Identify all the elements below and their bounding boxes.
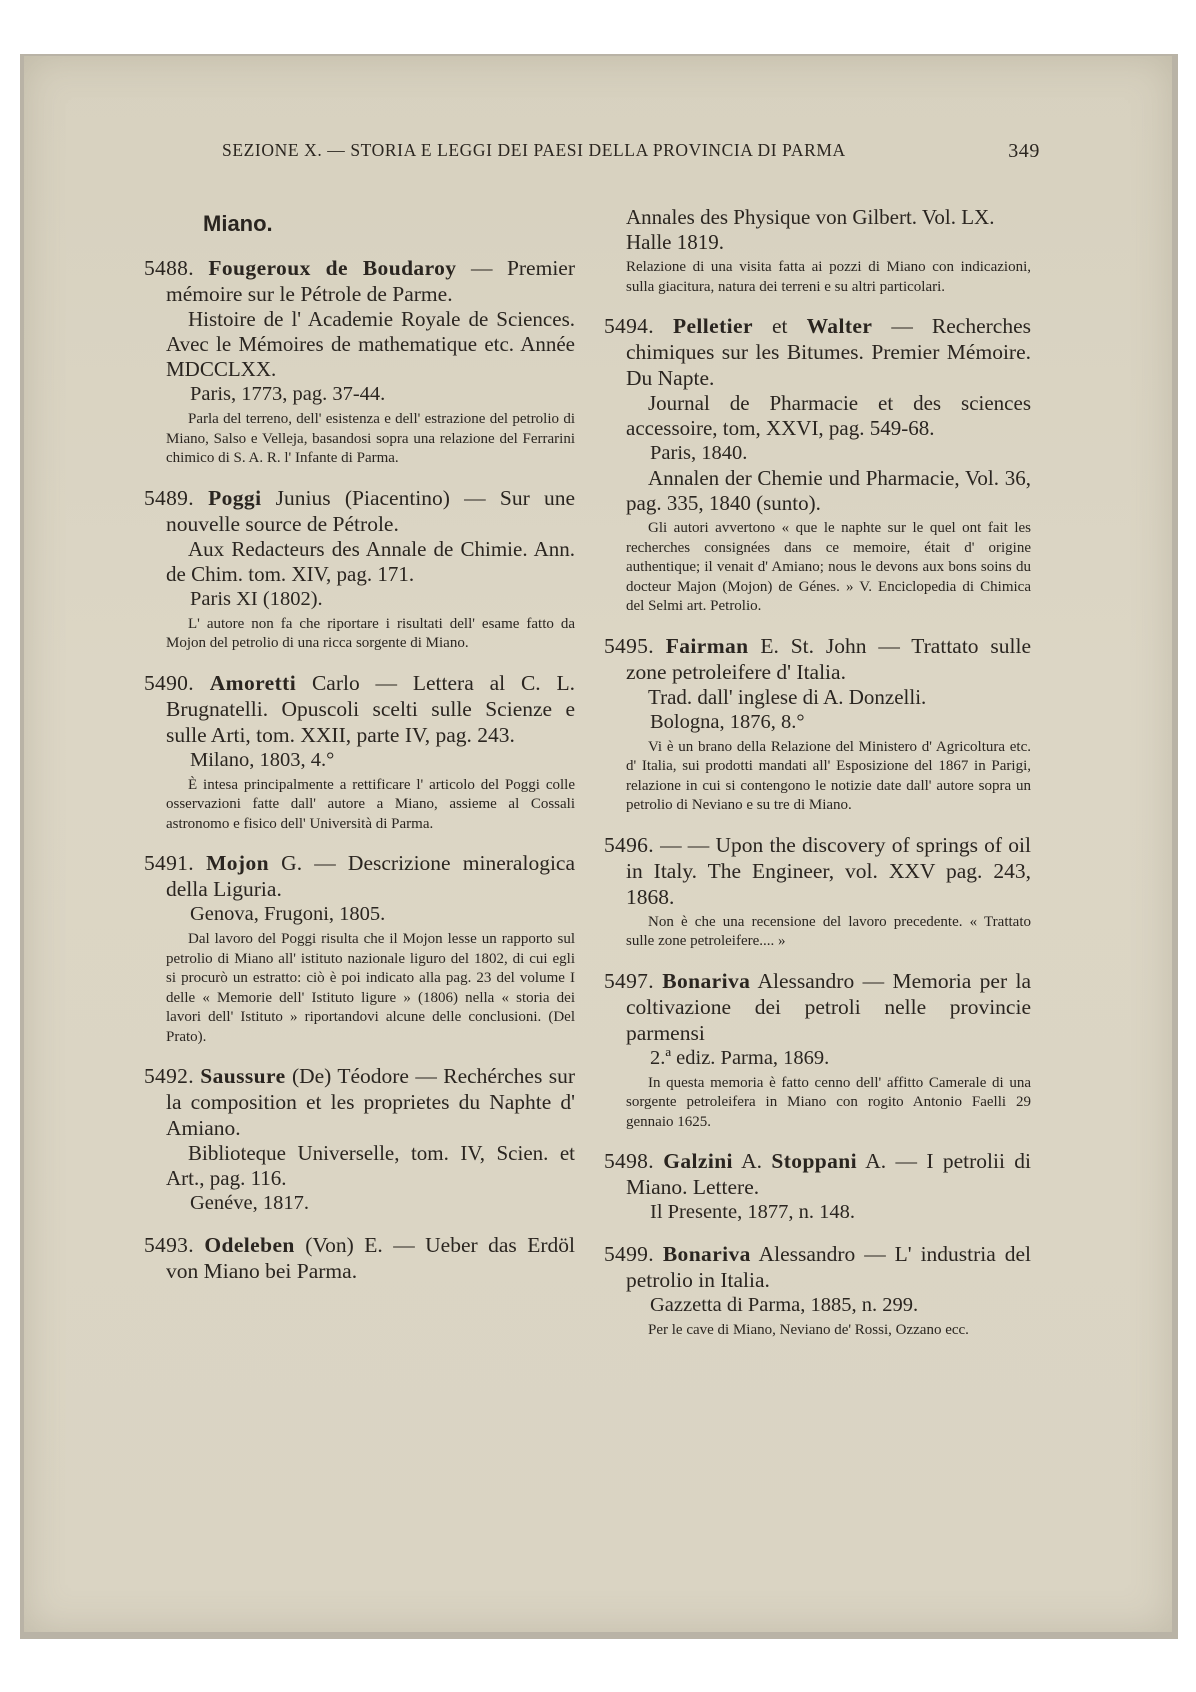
entry-publication: Trad. dall' inglese di A. Donzelli.	[648, 684, 927, 709]
entry-number: 5496.	[604, 832, 654, 857]
page-header	[168, 140, 1048, 170]
entry-5490	[133, 670, 575, 835]
entry-place: Milano, 1803, 4.°	[190, 748, 335, 771]
entry-publication: Annales des Physique von Gilbert. Vol. LX. Halle 1819.	[626, 205, 995, 254]
entry-note: L' autore non fa che riportare i risultati dell' esame fatto da Mojon del petrolio di una ricca sorgente di Miano.	[166, 615, 575, 651]
entry-heading	[593, 968, 1031, 1046]
entry-number: 5497.	[604, 968, 654, 993]
entry-5493	[133, 1232, 575, 1284]
entry-5495	[593, 633, 1031, 816]
entry-title: Carlo — Lettera al C. L. Brugnatelli. Opuscoli scelti sulle Scienze e sulle Arti, tom. XXII, parte IV, pag. 243.	[166, 670, 576, 747]
entry-place: Il Presente, 1877, n. 148.	[650, 1201, 855, 1223]
section-title: Miano.	[203, 211, 273, 236]
entry-publication-2: Annalen der Chemie und Pharmacie, Vol. 36, pag. 335, 1840 (sunto).	[626, 466, 1031, 515]
right-column	[593, 205, 1031, 1351]
entry-author: Fougeroux de Boudaroy	[208, 256, 457, 280]
entry-author: Galzini	[663, 1149, 733, 1173]
page-number: 349	[1008, 140, 1040, 162]
entry-publication: Journal de Pharmacie et des sciences accessoire, tom, XXVI, pag. 549-68.	[626, 391, 1031, 440]
entry-heading	[593, 633, 1031, 685]
entry-author: Bonariva	[662, 1242, 751, 1266]
entry-heading	[593, 832, 1031, 910]
entry-author: Pelletier	[672, 314, 753, 338]
entry-number: 5491.	[144, 851, 194, 875]
entry-heading	[593, 1241, 1031, 1293]
entry-note: Gli autori avvertono « que le naphte sur le quel ont fait les recherches consignées dans ce memoire, était d' origine authentique; il venait d' Amiano; nous le devons aux bons soins du docteur Majon (Mojon) de Génes. » V. Enciclopedia di Chimica del Selmi art. Petrolio.	[626, 520, 1031, 614]
entry-heading	[593, 1148, 1031, 1200]
entry-number: 5489.	[144, 485, 194, 510]
entry-5496	[593, 832, 1031, 952]
entry-note: Parla del terreno, dell' esistenza e dell' estrazione del petrolio di Miano, Salso e Velleja, basandosi sopra una relazione del Ferrarini chimico di S. A. R. l' Infante di Parma.	[166, 411, 575, 466]
entry-author: Odeleben	[204, 1233, 295, 1257]
entry-heading	[593, 313, 1031, 391]
entry-title: Junius (Piacentino) — Sur une nouvelle source de Pétrole.	[166, 485, 575, 536]
entry-5489	[133, 485, 575, 654]
entry-number: 5499.	[604, 1242, 654, 1266]
entry-author: Saussure	[200, 1064, 286, 1088]
entry-5492	[133, 1063, 575, 1216]
entry-publication: Histoire de l' Academie Royale de Sciences. Avec le Mémoires de mathematique etc. Année MDCCLXX.	[166, 307, 575, 381]
entry-author: Amoretti	[209, 670, 297, 695]
entry-heading	[133, 670, 575, 748]
entry-title: G. — Descrizione mineralogica della Liguria.	[166, 851, 576, 901]
entry-place: Paris XI (1802).	[190, 587, 323, 610]
entry-note: Vi è un brano della Relazione del Ministero d' Agricoltura etc. d' Italia, sui prodotti mandati all' Esposizione del 1867 in Parigi, relazione in cui si contengono le notizie date dall' autore sopra un petrolio di Neviano e su tre di Miano.	[626, 738, 1031, 813]
entry-heading	[133, 1063, 575, 1141]
entry-number: 5492.	[144, 1064, 194, 1088]
entry-note: Dal lavoro del Poggi risulta che il Mojon lesse un rapporto sul petrolio di Miano all' istituto nazionale liguro del 1802, di cui egli si procurò un estratto: ciò è poi indicato alla pag. 23 del volume I delle « Memorie dell' Istituto ligure » (1806) nella « storia dei lavori dell' Istituto » riportandovi alcune delle conclusioni. (Del Prato).	[166, 931, 575, 1045]
running-title: SEZIONE X. — STORIA E LEGGI DEI PAESI DELLA PROVINCIA DI PARMA	[222, 140, 846, 160]
entry-author: Mojon	[206, 851, 269, 875]
entry-note: Per le cave di Miano, Neviano de' Rossi, Ozzano ecc.	[648, 1322, 969, 1338]
entry-author: Fairman	[665, 633, 749, 658]
entry-number: 5493.	[144, 1233, 194, 1257]
entry-title: E. St. John — Trattato sulle zone petroleifere d' Italia.	[626, 633, 1031, 684]
entry-place: 2.ª ediz. Parma, 1869.	[650, 1046, 830, 1069]
entry-heading	[133, 485, 575, 537]
entry-heading	[133, 850, 575, 902]
entry-place: Paris, 1840.	[650, 442, 748, 464]
entry-coauthor: Walter	[806, 314, 873, 338]
entry-5499	[593, 1241, 1031, 1341]
left-column	[133, 205, 575, 1294]
entry-title: — — Upon the discovery of springs of oil in Italy. The Engineer, vol. XXV pag. 243, 1868.	[626, 832, 1031, 909]
entry-title-connector: et	[752, 314, 807, 338]
entry-place: Genéve, 1817.	[190, 1192, 309, 1214]
entry-place: Gazzetta di Parma, 1885, n. 299.	[650, 1294, 919, 1316]
entry-number: 5494.	[604, 314, 654, 338]
entry-5488	[133, 255, 575, 469]
entry-number: 5488.	[144, 256, 194, 280]
entry-title: Alessandro — L' industria del petrolio in Italia.	[626, 1242, 1032, 1292]
entry-5491	[133, 850, 575, 1047]
entry-title-connector: A.	[732, 1149, 772, 1173]
entry-5494	[593, 313, 1031, 617]
entry-title: (Von) E. — Ueber das Erdöl von Miano bei Parma.	[166, 1233, 576, 1283]
entry-5498	[593, 1148, 1031, 1225]
entry-publication: Biblioteque Universelle, tom. IV, Scien. et Art., pag. 116.	[166, 1141, 575, 1190]
entry-note: Relazione di una visita fatta ai pozzi di Miano con indicazioni, sulla giacitura, natura dei terreni e su altri particolari.	[626, 259, 1031, 295]
entry-title: A. — I petrolii di Miano. Lettere.	[626, 1149, 1032, 1199]
entry-heading	[133, 1232, 575, 1284]
entry-title: — Recherches chimiques sur les Bitumes. Premier Mémoire. Du Napte.	[626, 314, 1031, 390]
entry-number: 5490.	[144, 670, 194, 695]
entry-place: Genova, Frugoni, 1805.	[190, 903, 386, 925]
entry-5493-continuation	[593, 205, 1031, 297]
entry-number: 5498.	[604, 1149, 654, 1173]
entry-number: 5495.	[604, 633, 654, 658]
entry-5497	[593, 968, 1031, 1133]
entry-coauthor: Stoppani	[771, 1149, 858, 1173]
entry-title: (De) Téodore — Rechérches sur la composition et les proprietes du Naphte d' Amiano.	[166, 1064, 575, 1140]
entry-author: Poggi	[208, 485, 262, 510]
entry-place: Paris, 1773, pag. 37-44.	[190, 383, 386, 405]
entry-note: In questa memoria è fatto cenno dell' affitto Camerale di una sorgente petroleifera in Miano con rogito Antonio Faelli 29 gennaio 1625.	[626, 1074, 1031, 1130]
entry-publication: Aux Redacteurs des Annale de Chimie. Ann. de Chim. tom. XIV, pag. 171.	[166, 536, 575, 586]
entry-author: Bonariva	[662, 968, 751, 993]
entry-title: Alessandro — Memoria per la coltivazione dei petroli nelle provincie parmensi	[626, 968, 1032, 1045]
entry-place: Bologna, 1876, 8.°	[650, 710, 805, 733]
entry-title: — Premier mémoire sur le Pétrole de Parme.	[166, 256, 575, 306]
entry-note: Non è che una recensione del lavoro precedente. « Trattato sulle zone petroleifere.... »	[626, 913, 1031, 949]
entry-heading	[133, 255, 575, 307]
entry-note: È intesa principalmente a rettificare l' articolo del Poggi colle osservazioni fatte dall' autore a Miano, assieme al Cossali astronomo e fisico dell' Università di Parma.	[166, 776, 575, 832]
